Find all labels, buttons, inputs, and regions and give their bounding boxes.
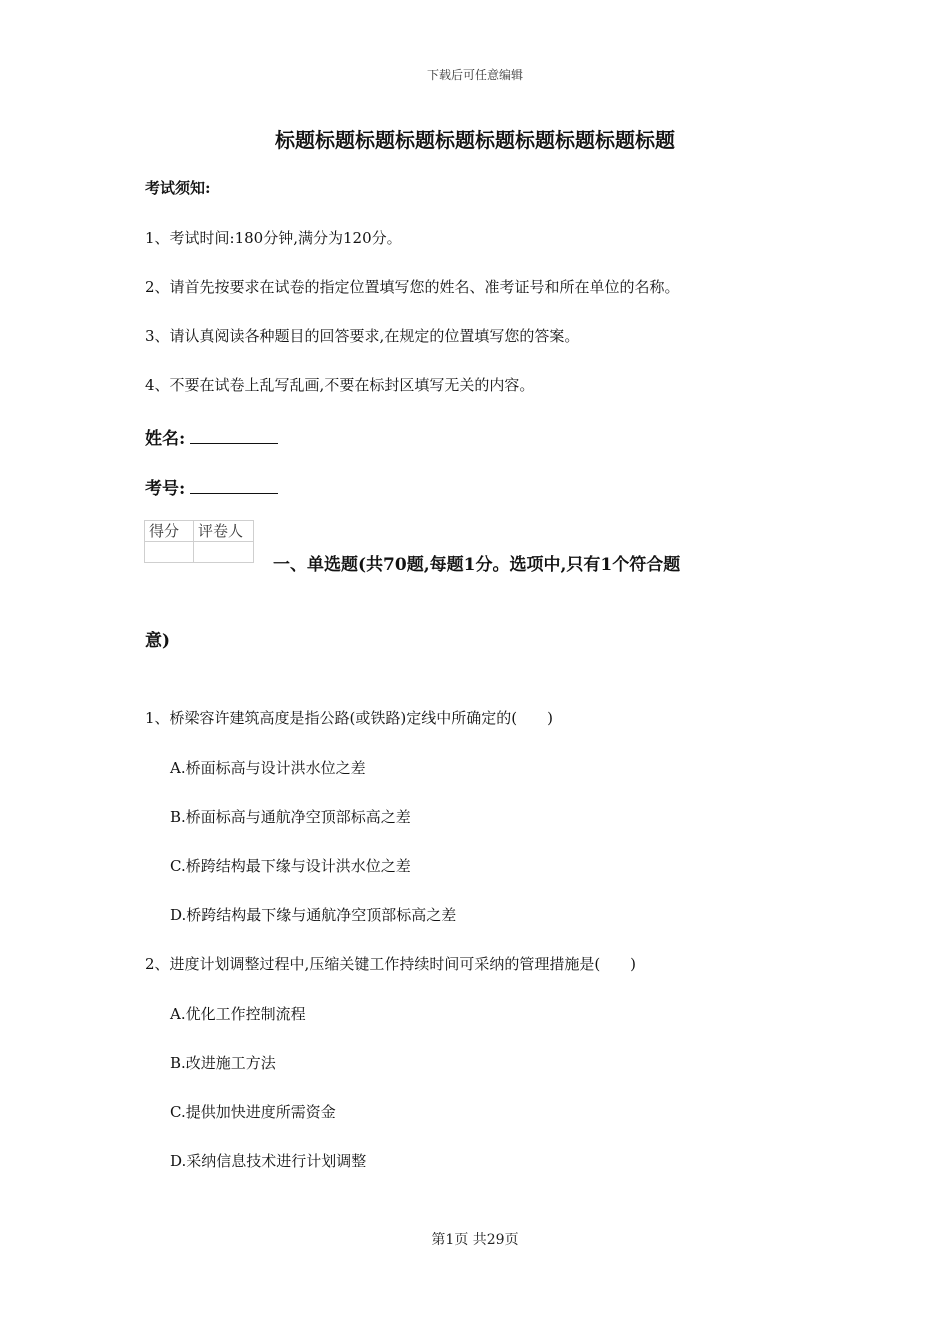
question-stem: 1、桥梁容许建筑高度是指公路(或铁路)定线中所确定的( ) [145, 709, 553, 727]
question-option: D.采纳信息技术进行计划调整 [170, 1152, 367, 1170]
score-header-cell: 得分 [145, 521, 194, 542]
score-table-header-row [145, 521, 254, 542]
score-table-blank-row [145, 542, 254, 563]
question-option: C.提供加快进度所需资金 [170, 1103, 336, 1121]
grader-blank-cell[interactable] [194, 542, 254, 563]
notice-heading: 考试须知: [145, 179, 211, 197]
grader-header-cell: 评卷人 [194, 521, 254, 542]
header-note: 下载后可任意编辑 [426, 68, 523, 82]
document-title: 标题标题标题标题标题标题标题标题标题标题 [275, 128, 675, 152]
question-option: B.改进施工方法 [170, 1054, 276, 1072]
notice-item: 4、不要在试卷上乱写乱画,不要在标封区填写无关的内容。 [145, 376, 535, 394]
question-option: C.桥跨结构最下缘与设计洪水位之差 [170, 857, 411, 875]
question-option: A.优化工作控制流程 [170, 1005, 306, 1023]
notice-item: 2、请首先按要求在试卷的指定位置填写您的姓名、准考证号和所在单位的名称。 [145, 278, 680, 296]
notice-item: 1、考试时间:180分钟,满分为120分。 [145, 229, 402, 247]
notice-item: 3、请认真阅读各种题目的回答要求,在规定的位置填写您的答案。 [145, 327, 580, 345]
name-field-blank[interactable] [190, 443, 278, 444]
score-blank-cell[interactable] [145, 542, 194, 563]
page-footer: 第1页 共29页 [431, 1232, 519, 1248]
question-option: A.桥面标高与设计洪水位之差 [170, 759, 366, 777]
question-option: D.桥跨结构最下缘与通航净空顶部标高之差 [170, 906, 457, 924]
section-heading: 一、单选题(共70题,每题1分。选项中,只有1个符合题 [273, 555, 681, 575]
question-stem: 2、进度计划调整过程中,压缩关键工作持续时间可采纳的管理措施是( ) [145, 955, 637, 973]
score-table [144, 520, 254, 563]
id-field-blank[interactable] [190, 493, 278, 494]
question-option: B.桥面标高与通航净空顶部标高之差 [170, 808, 411, 826]
name-field-label: 姓名: [145, 429, 186, 449]
id-field-label: 考号: [145, 479, 186, 499]
section-heading-continuation: 意) [145, 631, 171, 651]
